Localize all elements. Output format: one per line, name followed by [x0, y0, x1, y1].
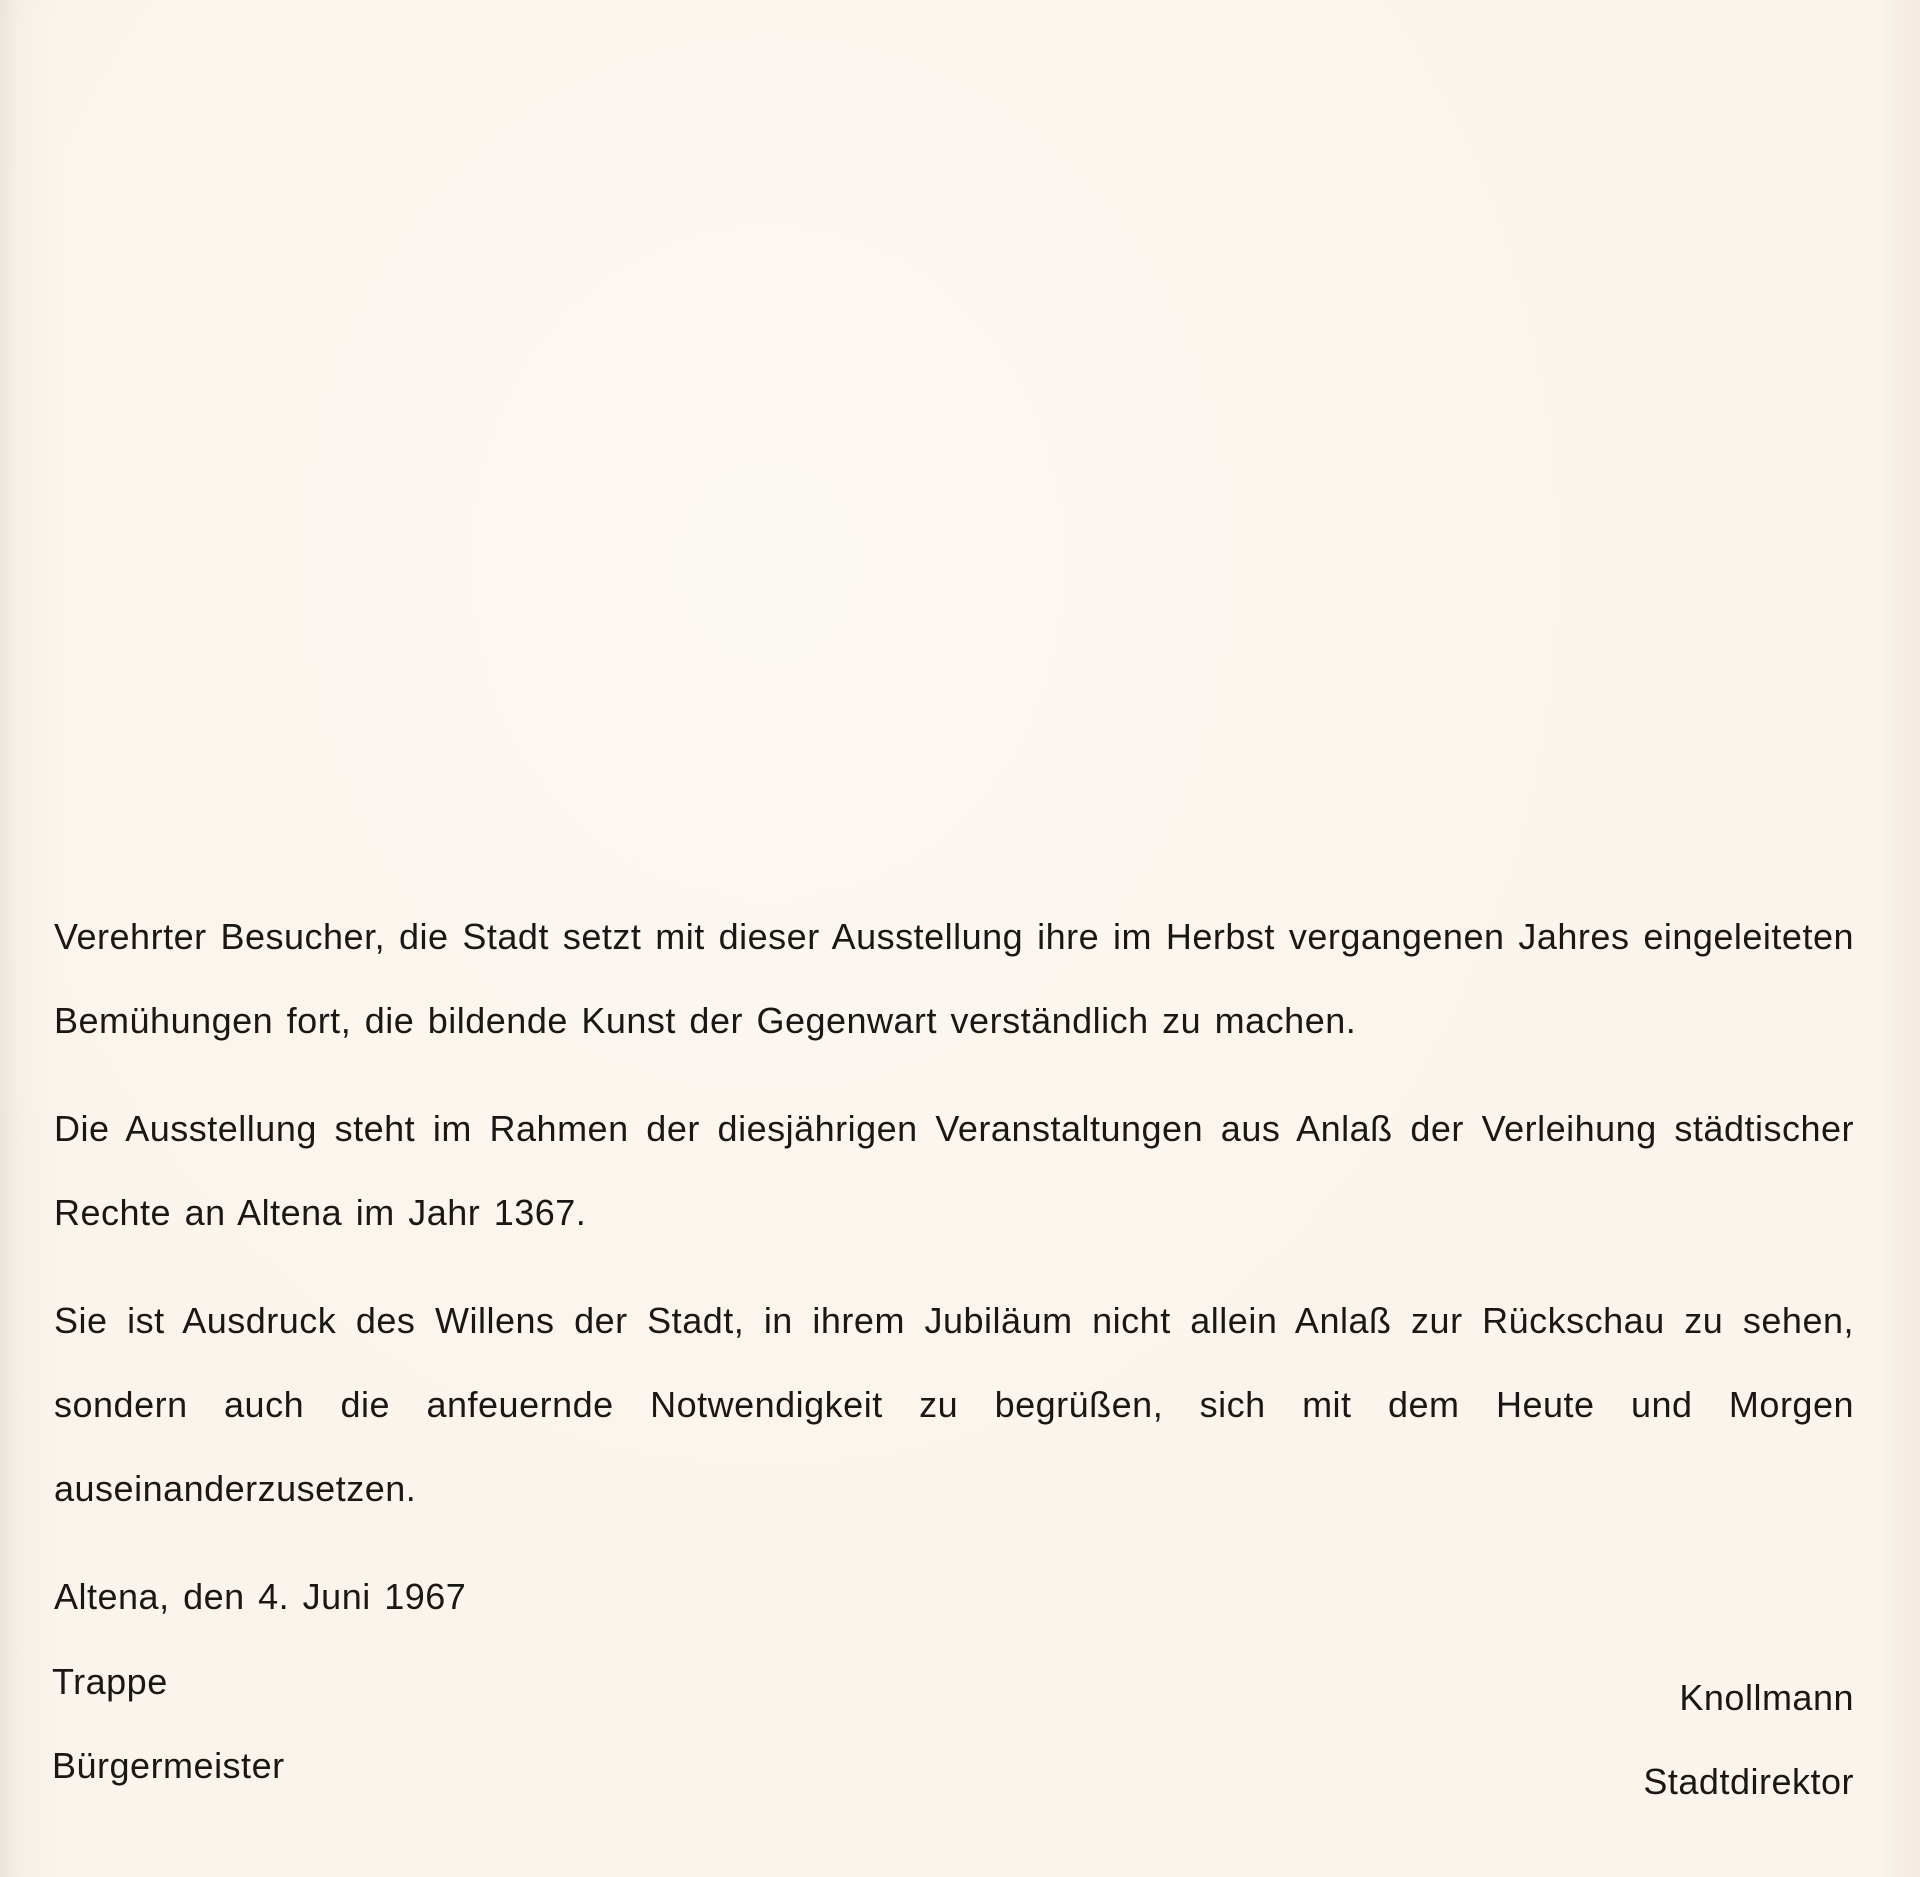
paragraph-purpose: Sie ist Ausdruck des Willens der Stadt, in ihrem Jubiläum nicht allein Anlaß zur Rückschau zu sehen, sondern auch die anfeuernde Notwendigkeit zu begrüßen, sich mit dem Heute und Morgen auseinanderzusetzen. — [54, 1300, 1854, 1509]
paragraph-intro: Verehrter Besucher, die Stadt setzt mit dieser Ausstellung ihre im Herbst vergangenen Jahres eingeleiteten Bemühungen fort, die bildende Kunst der Gegenwart verständlich zu machen. — [54, 916, 1854, 1041]
signatory-title: Bürgermeister — [52, 1745, 285, 1786]
signatory-name: Knollmann — [1679, 1677, 1854, 1718]
letter-body — [54, 895, 1854, 1639]
date-line: Altena, den 4. Juni 1967 — [54, 1576, 467, 1617]
signature-mayor — [52, 1640, 285, 1808]
signatory-title: Stadtdirektor — [1643, 1761, 1854, 1802]
signature-city-director — [1643, 1656, 1854, 1824]
paragraph-occasion: Die Ausstellung steht im Rahmen der diesjährigen Veranstaltungen aus Anlaß der Verleihung städtischer Rechte an Altena im Jahr 1367. — [54, 1108, 1854, 1233]
signatory-name: Trappe — [52, 1661, 168, 1702]
